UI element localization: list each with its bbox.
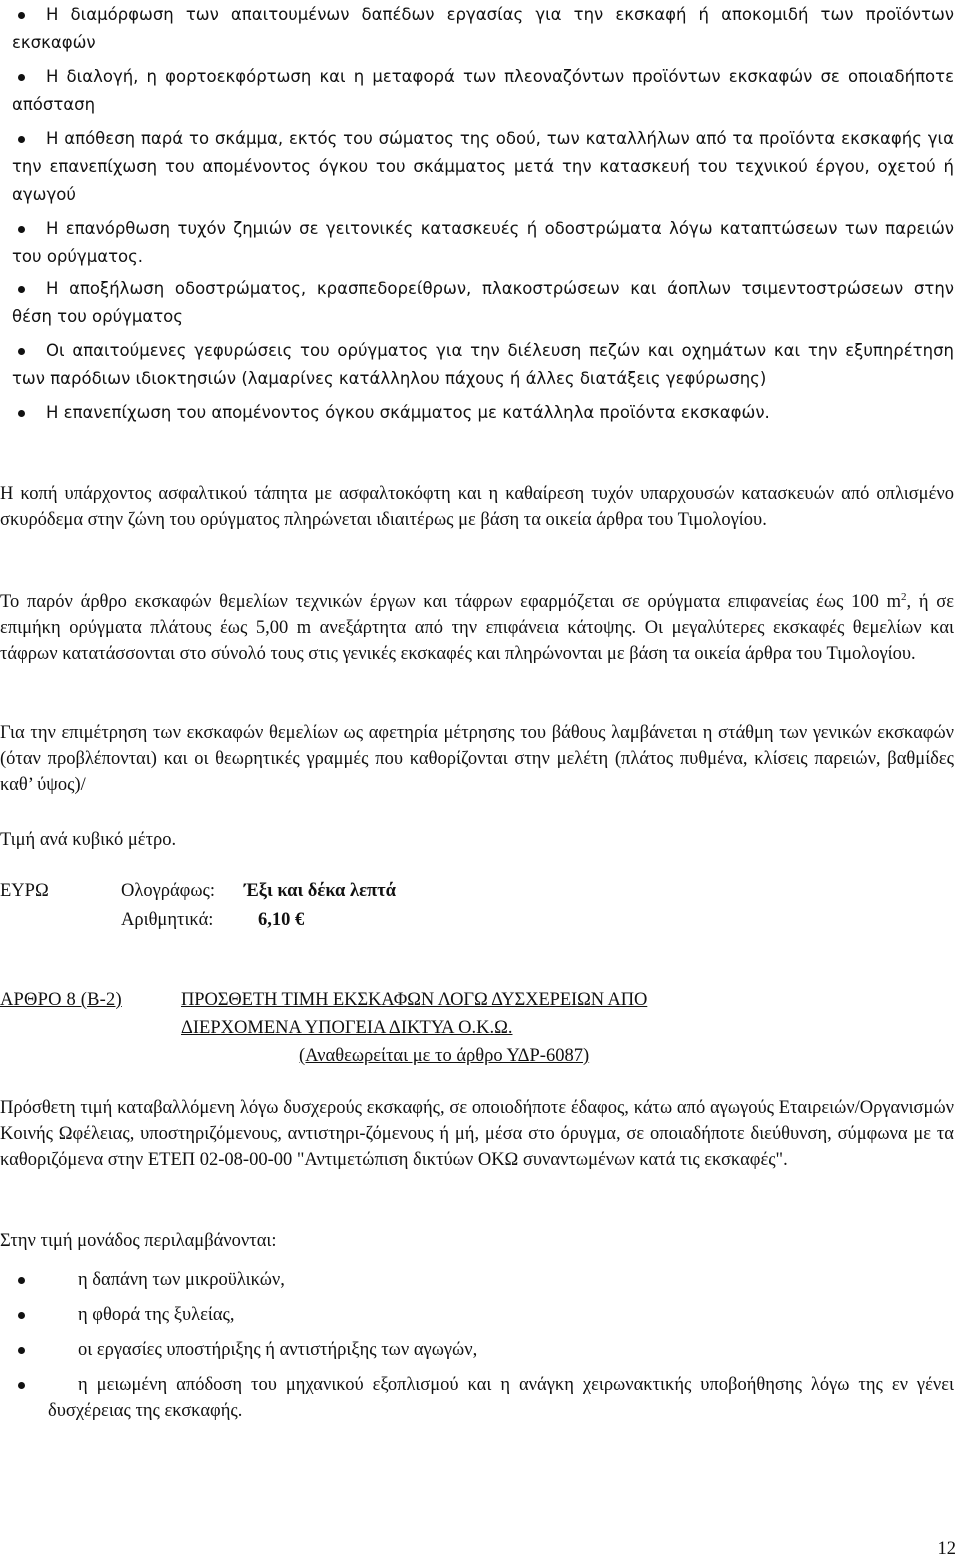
bullet-icon [18,1277,25,1284]
list-item: Η απόθεση παρά το σκάμμα, εκτός του σώματος της οδού, των καταλλήλων από τα προϊόντα εκσκαφής για την επανεπίχωση του απομένοντος όγκου του σκάμματος μετά την κατασκευή του τεχνικού έργου, οχετού ή αγωγού [12,129,954,204]
list-item: οι εργασίες υποστήριξης ή αντιστήριξης των αγωγών, [0,1337,960,1363]
unit-price-line: Τιμή ανά κυβικό μέτρο. [0,830,177,850]
bullet-icon [18,286,25,293]
bullet-icon [18,136,25,143]
article-title-line2: ΔΙΕΡΧΟΜΕΝΑ ΥΠΟΓΕΙΑ ΔΙΚΤΥΑ Ο.Κ.Ω. [181,1018,513,1038]
currency-label: ΕΥΡΩ [0,881,49,901]
price-number-value: 6,10 € [258,910,305,930]
list-item: Η διαμόρφωση των απαιτουμένων δαπέδων εργασίας για την εκσκαφή ή αποκομιδή των προϊόντων εκσκαφών [12,5,954,52]
paragraph-cutting: Η κοπή υπάρχοντος ασφαλτικού τάπητα με ασφαλτοκόφτη και η καθαίρεση τυχόν υπαρχουσών κατασκευών από οπλισμένο σκυρόδεμα στην ζώνη του ορύγματος πληρώνεται ιδιαιτέρως με βάση τα οικεία άρθρα του Τιμολογίου. [0,484,954,530]
top-bullet-list [0,0,960,427]
paragraph-additional-price: Πρόσθετη τιμή καταβαλλόμενη λόγω δυσχερούς εκσκαφής, σε οποιοδήποτε έδαφος, κάτω από αγωγούς Εταιρειών/Οργανισμών Κοινής Ωφέλειας, υποστηριζόμενους, αντιστηρι-ζόμενους ή μή, μέσα στο όρυγμα, σε οποιαδήποτε διεύθυνση, σύμφωνα με τα καθοριζόμενα στην ΕΤΕΠ 02-08-00-00 "Αντιμετώπιση δικτύων ΟΚΩ συναντωμένων κατά τις εκσκαφές". [0,1098,954,1170]
list-item: Η αποξήλωση οδοστρώματος, κρασπεδορείθρων, πλακοστρώσεων και άοπλων τσιμεντοστρώσεων στην θέση του ορύγματος [12,279,954,326]
price-words-label: Ολογράφως: [121,881,215,901]
includes-heading: Στην τιμή μονάδος περιλαμβάνονται: [0,1231,277,1251]
price-words-value: Έξι και δέκα λεπτά [244,881,396,901]
bullet-icon [18,74,25,81]
bullet-icon [18,226,25,233]
bullet-icon [18,1347,25,1354]
bullet-icon [18,1312,25,1319]
bullet-icon [18,12,25,19]
list-item: Η διαλογή, η φορτοεκφόρτωση και η μεταφορά των πλεοναζόντων προϊόντων εκσκαφών σε οποιαδήποτε απόσταση [12,67,954,114]
paragraph-measurement: Για την επιμέτρηση των εκσκαφών θεμελίων ως αφετηρία μέτρησης του βάθους λαμβάνεται η στάθμη των γενικών εκσκαφών (όταν προβλέπονται) και οι θεωρητικές γραμμές που καθορίζονται στην μελέτη (πλάτος πυθμένα, κλίσεις παρειών, βαθμίδες καθ’ ύψος)/ [0,723,954,795]
article-reference: (Αναθεωρείται με το άρθρο ΥΔΡ-6087) [299,1046,590,1066]
bottom-bullet-list [0,1267,960,1424]
list-item: Η επανόρθωση τυχόν ζημιών σε γειτονικές κατασκευές ή οδοστρώματα λόγω καταπτώσεων των παρειών του ορύγματος. [12,219,954,266]
list-item: Η επανεπίχωση του απομένοντος όγκου σκάμματος με κατάλληλα προϊόντα εκσκαφών. [0,399,960,427]
page-number: 12 [937,1539,956,1559]
list-item: Οι απαιτούμενες γεφυρώσεις του ορύγματος για την διέλευση πεζών και οχημάτων και την εξυπηρέτηση των παρόδιων ιδιοκτησιών (λαμαρίνες κατάλληλου πάχους ή άλλες διατάξεις γεφύρωσης) [12,341,954,388]
paragraph-scope: Το παρόν άρθρο εκσκαφών θεμελίων τεχνικών έργων και τάφρων εφαρμόζεται σε ορύγματα επιφανείας έως 100 $m^2$, ή σε επιμήκη ορύγματα πλάτους έως 5,00 m ανεξάρτητα από την επιφάνεια κάτοψης. Οι μεγαλύτερες εκσκαφές θεμελίων και τάφρων κατατάσσονται στο σύνολό τους στις γενικές εκσκαφές και πληρώνονται με βάση τα οικεία άρθρα του Τιμολογίου. [0,590,955,664]
price-number-label: Αριθμητικά: [121,910,214,930]
article-code: ΑΡΘΡΟ 8 (Β-2) [0,990,122,1010]
list-item: η δαπάνη των μικροϋλικών, [0,1267,960,1293]
bullet-icon [18,410,25,417]
bullet-icon [18,348,25,355]
list-item: η μειωμένη απόδοση του μηχανικού εξοπλισμού και η ανάγκη χειρωνακτικής υποβοήθησης λόγω της εν γένει δυσχέρειας της εκσκαφής. [0,1372,960,1424]
list-item: η φθορά της ξυλείας, [0,1302,960,1328]
bullet-icon [18,1382,25,1389]
article-title-line1: ΠΡΟΣΘΕΤΗ ΤΙΜΗ ΕΚΣΚΑΦΩΝ ΛΟΓΩ ΔΥΣΧΕΡΕΙΩΝ ΑΠΟ [181,990,648,1010]
